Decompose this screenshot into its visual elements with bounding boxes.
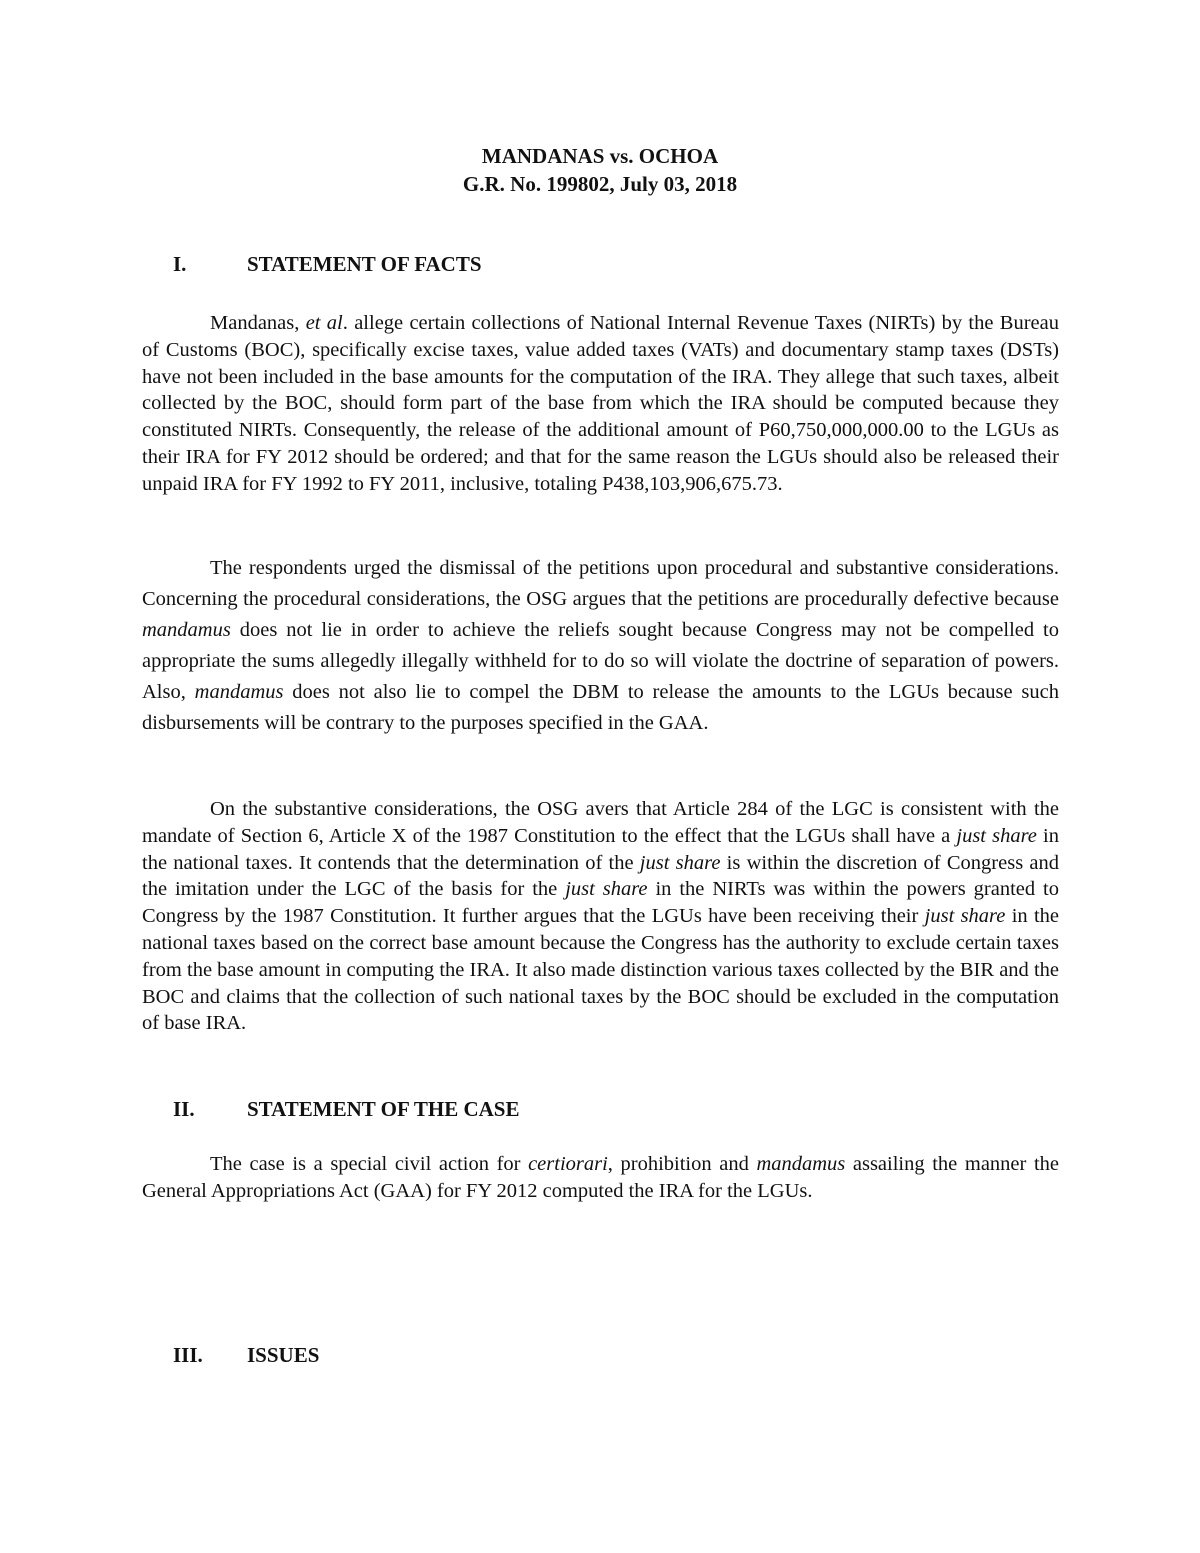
section-title: ISSUES [247, 1343, 320, 1367]
facts-paragraph-3: On the substantive considerations, the OSG avers that Article 284 of the LGC is consistent with the mandate of Section 6, Article X of the 1987 Constitution to the effect that the LGUs shall have a just share in the national taxes. It contends that the determination of the just share is within the discretion of Congress and the imitation under the LGC of the basis for the just share in the NIRTs was within the powers granted to Congress by the 1987 Constitution. It further argues that the LGUs have been receiving their just share in the national taxes based on the correct base amount because the Congress has the authority to exclude certain taxes from the base amount in computing the IRA. It also made distinction various taxes collected by the BIR and the BOC and claims that the collection of such national taxes by the BOC should be excluded in the computation of base IRA. [142, 798, 1060, 1035]
case-paragraph-1: The case is a special civil action for certiorari, prohibition and mandamus assailing the manner the General Appropriations Act (GAA) for FY 2012 computed the IRA for the LGUs. [142, 1153, 1059, 1202]
document-title: MANDANAS vs. OCHOA [481, 144, 719, 168]
facts-paragraph-2: The respondents urged the dismissal of the petitions upon procedural and substantive considerations. Concerning the procedural considerations, the OSG argues that the petitions are procedurally defective because mandamus does not lie in order to achieve the reliefs sought because Congress may not be compelled to appropriate the sums allegedly illegally withheld for to do so will violate the doctrine of separation of powers. Also, mandamus does not also lie to compel the DBM to release the amounts to the LGUs because such disbursements will be contrary to the purposes specified in the GAA. [142, 557, 1059, 734]
section-heading-case [173, 1095, 520, 1123]
section-number: III. [173, 1343, 203, 1367]
document-subtitle: G.R. No. 199802, July 03, 2018 [462, 172, 738, 196]
section-heading-facts [173, 250, 482, 278]
section-title: STATEMENT OF FACTS [247, 252, 482, 276]
facts-paragraph-1: Mandanas, et al. allege certain collections of National Internal Revenue Taxes (NIRTs) by the Bureau of Customs (BOC), specifically excise taxes, value added taxes (VATs) and documentary stamp taxes (DSTs) have not been included in the base amounts for the computation of the IRA. They allege that such taxes, albeit collected by the BOC, should form part of the base from which the IRA should be computed because they constituted NIRTs. Consequently, the release of the additional amount of P60,750,000,000.00 to the LGUs as their IRA for FY 2012 should be ordered; and that for the same reason the LGUs should also be released their unpaid IRA for FY 1992 to FY 2011, inclusive, totaling P438,103,906,675.73. [142, 312, 1059, 495]
section-heading-issues [173, 1341, 319, 1369]
section-number: I. [173, 252, 187, 276]
section-number: II. [173, 1097, 195, 1121]
section-title: STATEMENT OF THE CASE [247, 1097, 520, 1121]
